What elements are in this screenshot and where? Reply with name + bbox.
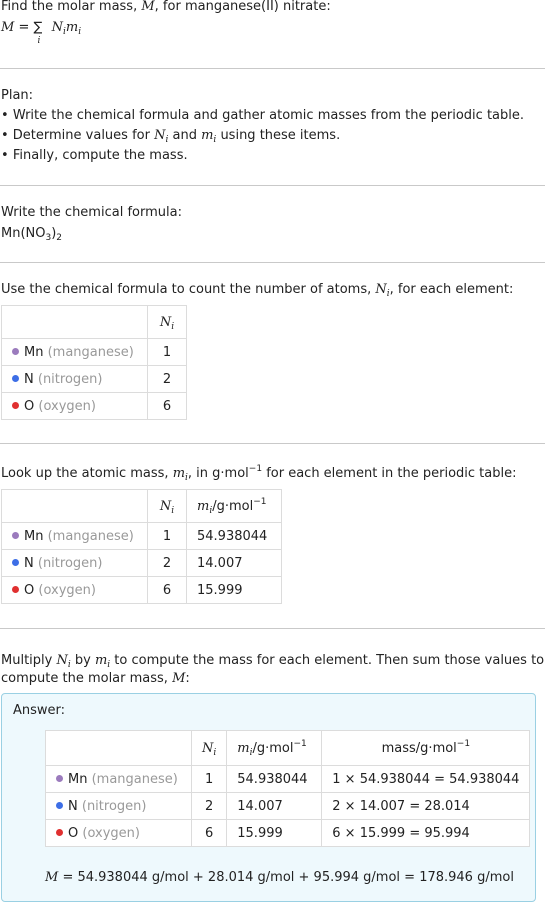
element-dot-icon xyxy=(12,348,19,355)
element-dot-icon xyxy=(12,532,19,539)
table-row: Mn (manganese) 1 xyxy=(2,339,187,366)
table-row: O (oxygen) 6 xyxy=(2,393,187,420)
column-header-atomic-mass: $m_i/g\cdot mol^{-1}$ xyxy=(187,490,282,523)
plan-step-1: • Write the chemical formula and gather atomic masses from the periodic table. xyxy=(1,108,524,123)
table-row: N (nitrogen) 2 xyxy=(2,366,187,393)
formula-heading: Write the chemical formula: xyxy=(1,205,182,220)
atom-count-table xyxy=(1,305,187,420)
element-dot-icon xyxy=(12,586,19,593)
multiply-instruction: Multiply $N_i$ by $m_i$ to compute the mass for each element. Then sum those values to xyxy=(1,653,545,670)
column-header-atomic-mass: $m_i/g\cdot mol^{-1}$ xyxy=(227,731,322,766)
divider xyxy=(0,628,545,629)
column-header-count: $N_i$ xyxy=(148,306,187,339)
table-row: O (oxygen) 6 15.999 6 × 15.999 = 95.994 xyxy=(46,820,530,847)
multiply-instruction-cont: compute the molar mass, M: xyxy=(1,671,190,686)
table-row: N (nitrogen) 2 14.007 2 × 14.007 = 28.014 xyxy=(46,793,530,820)
plan-step-2: • Determine values for $N_i$ and $m_i$ using these items. xyxy=(1,128,341,145)
table-row: Mn (manganese) 1 54.938044 1 × 54.938044 = 54.938044 xyxy=(46,766,530,793)
divider xyxy=(0,443,545,444)
divider xyxy=(0,185,545,186)
divider xyxy=(0,68,545,69)
table-row: N (nitrogen) 2 14.007 xyxy=(2,550,282,577)
column-header-count: $N_i$ xyxy=(148,490,187,523)
column-header-mass: mass/g·mol$^{-1}$ xyxy=(322,731,530,766)
molar-mass-definition: M = ∑ i $N_im_i$ xyxy=(1,20,82,46)
element-dot-icon xyxy=(12,402,19,409)
element-dot-icon xyxy=(56,802,63,809)
mass-calculation-table xyxy=(45,730,530,847)
answer-label: Answer: xyxy=(13,703,66,718)
element-dot-icon xyxy=(12,559,19,566)
table-row: Mn (manganese) 1 54.938044 xyxy=(2,523,282,550)
intro-text: Find the molar mass, M, for manganese(II) nitrate: xyxy=(1,0,331,14)
element-dot-icon xyxy=(56,775,63,782)
element-dot-icon xyxy=(12,375,19,382)
table-row: O (oxygen) 6 15.999 xyxy=(2,577,282,604)
divider xyxy=(0,262,545,263)
atomic-mass-table xyxy=(1,489,282,604)
plan-heading: Plan: xyxy=(1,88,34,103)
plan-step-3: • Finally, compute the mass. xyxy=(1,148,188,163)
count-instruction: Use the chemical formula to count the number of atoms, $N_i$, for each element: xyxy=(1,282,514,299)
molar-mass-result: M = 54.938044 g/mol + 28.014 g/mol + 95.994 g/mol = 178.946 g/mol xyxy=(45,870,514,885)
lookup-instruction: Look up the atomic mass, $m_i$, in g·mol$^{-1}$ for each element in the periodic table: xyxy=(1,464,517,483)
column-header-count: $N_i$ xyxy=(192,731,227,766)
chemical-formula: $Mn(NO_3)_2$ xyxy=(1,226,63,243)
element-dot-icon xyxy=(56,829,63,836)
